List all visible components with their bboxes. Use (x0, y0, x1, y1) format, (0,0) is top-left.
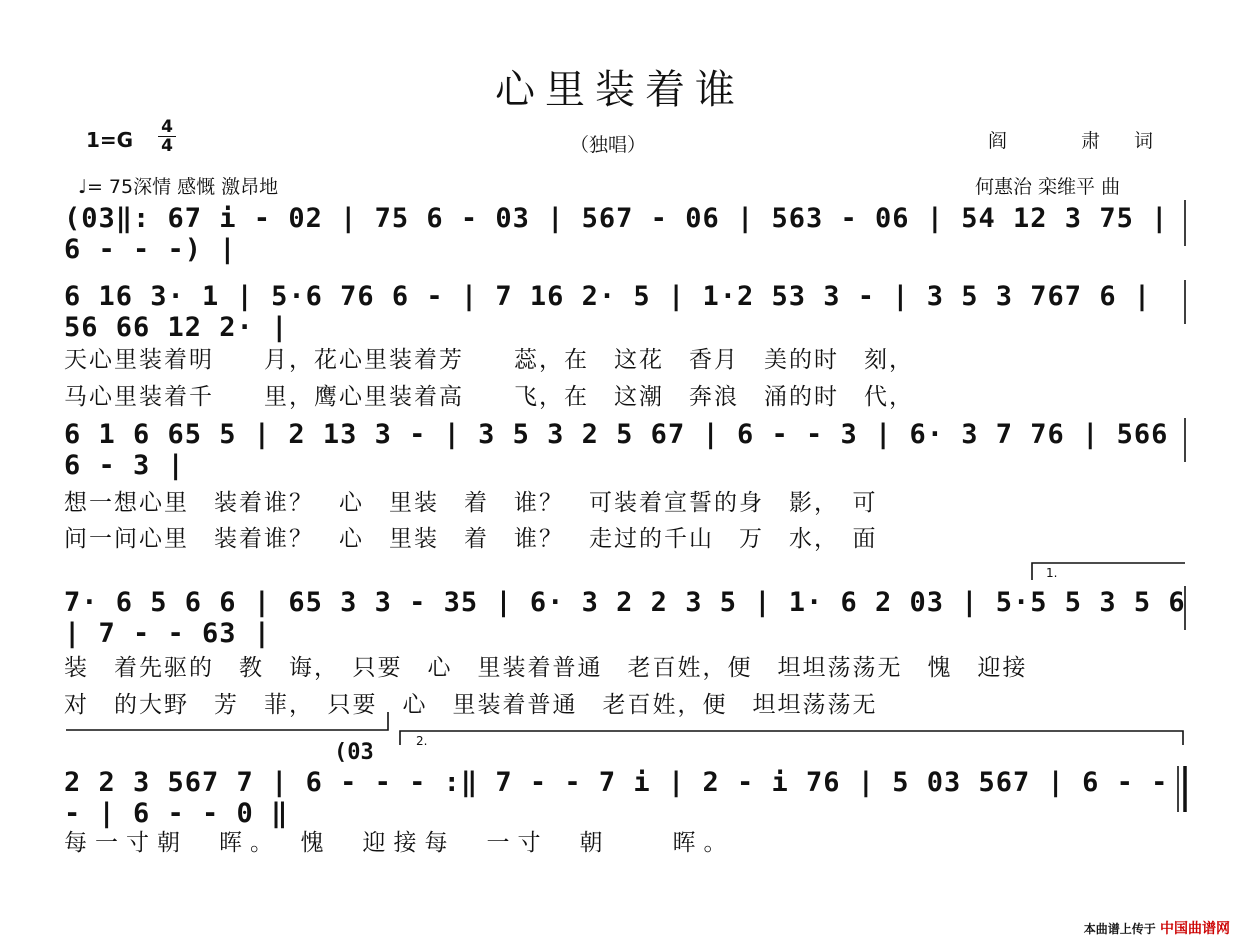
lyrics-row-3-verse-2: 问一问心里 装着谁？ 心 里装 着 谁？ 走过的千山 万 水， 面 (64, 526, 878, 552)
repeat-pickup: (03 (334, 740, 374, 765)
notation-row-3: 6 1 6 65 5 | 2 13 3 - | 3 5 3 2 5 67 | 6 - - 3 | 6· 3 7 76 | 566 6 - 3 | (64, 419, 1169, 481)
song-title: 心里装着谁 (495, 67, 745, 113)
lyrics-row-3-verse-1: 想一想心里 装着谁？ 心 里装 着 谁？ 可装着宣誓的身 影， 可 (64, 490, 878, 516)
notation-row-4: 7· 6 5 6 6 | 65 3 3 - 35 | 6· 3 2 2 3 5 | 1· 6 2 03 | 5·5 5 3 5 6 | 7 - - 63 | (64, 587, 1186, 649)
tempo-marking: ♩= 75深情 感慨 激昂地 (78, 176, 279, 198)
watermark (1084, 918, 1230, 938)
performance-mode: （独唱） (570, 134, 647, 156)
key-signature: 1=G (86, 128, 134, 152)
lyrics-row-2-verse-1: 天心里装着明 月，花心里装着芳 蕊，在 这花 香月 美的时 刻， (64, 347, 914, 373)
lyrics-row-4-verse-2: 对 的大野 芳 菲， 只要 心 里装着普通 老百姓，便 坦坦荡荡无 (64, 692, 878, 718)
time-sig-numerator: 4 (158, 118, 176, 137)
notation-row-5: 2 2 3 567 7 | 6 - - - :‖ 7 - - 7 i | 2 - i 76 | 5 03 567 | 6 - - - | 6 - - 0 ‖ (64, 767, 1169, 829)
notation-row-1: (03‖: 67 i - 02 | 75 6 - 03 | 567 - 06 | 563 - 06 | 54 12 3 75 | 6 - - -) | (64, 203, 1169, 265)
watermark-prefix: 本曲谱上传于 (1083, 922, 1156, 936)
lyrics-row-4-verse-1: 装 着先驱的 教 诲， 只要 心 里装着普通 老百姓，便 坦坦荡荡无 愧 迎接 (64, 655, 1028, 681)
watermark-brand: 中国曲谱网 (1160, 921, 1230, 937)
volta-second-label: 2. (416, 734, 428, 748)
lyrics-row-5: 每一寸朝 晖。 愧 迎接每 一寸 朝 晖。 (64, 830, 735, 856)
lyricist-credit: 阎 肃词 (988, 130, 1188, 152)
volta-first-label: 1. (1046, 566, 1058, 580)
composer-credit: 何惠治 栾维平 曲 (975, 176, 1121, 198)
lyrics-row-2-verse-2: 马心里装着千 里，鹰心里装着高 飞，在 这潮 奔浪 涌的时 代， (64, 384, 914, 410)
time-sig-denominator: 4 (161, 136, 173, 156)
notation-row-2: 6 16 3· 1 | 5·6 76 6 - | 7 16 2· 5 | 1·2 53 3 - | 3 5 3 767 6 | 56 66 12 2· | (64, 281, 1152, 343)
